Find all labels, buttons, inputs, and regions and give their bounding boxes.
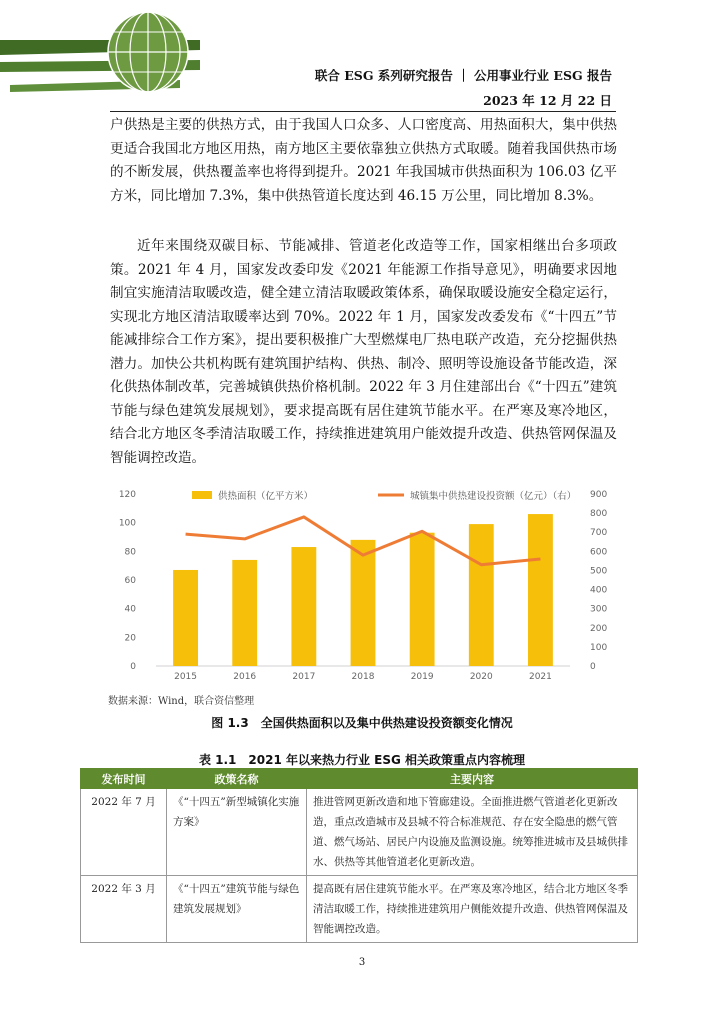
bar-heating-area (410, 533, 435, 666)
cell-policy-name: 《“十四五”新型城镇化实施方案》 (167, 789, 307, 876)
y2-tick-label: 800 (590, 509, 608, 520)
y2-tick-label: 300 (590, 604, 608, 615)
bar-heating-area (232, 560, 257, 666)
y2-tick-label: 700 (590, 528, 608, 539)
y-tick-label: 0 (130, 662, 136, 672)
table-row (81, 876, 638, 943)
header-date: 发布时间 (81, 769, 167, 789)
report-date: 2023 年 12 月 22 日 (483, 93, 612, 108)
report-series-title: 联合 ESG 系列研究报告 ｜ 公用事业行业 ESG 报告 (314, 68, 612, 83)
y2-tick-label: 200 (590, 623, 608, 634)
cell-date: 2022 年 3 月 (81, 876, 167, 943)
y2-tick-label: 0 (590, 662, 596, 672)
legend-label-bar: 供热面积（亿平方米） (218, 491, 314, 502)
y2-tick-label: 600 (590, 547, 608, 558)
table-header-row (81, 769, 638, 789)
y-tick-label: 120 (118, 490, 136, 500)
paragraph-text: 户供热是主要的供热方式，由于我国人口众多、人口密度高、用热面积大，集中供热更适合我国北方地区用热，南方地区主要依靠独立供热方式取暖。随着我国供热市场的不断发展，供热覆盖率也将得到提升。2021 年我国城市供热面积为 106.03 亿平方米，同比增加 7.3%，集中供热管道长度达到 46.15 万公里，同比增加 8.3%。 (110, 117, 617, 204)
figure-source: 数据来源：Wind，联合资信整理 (108, 696, 255, 707)
cell-main-content: 推进管网更新改造和地下管廊建设。全面推进燃气管道老化更新改造，重点改造城市及县城不符合标准规范、存在安全隐患的燃气管道、燃气场站、居民户内设施及监测设施。统筹推进城市及县城供排水、供热等其他管道老化更新改造。 (307, 789, 638, 876)
bar-heating-area (291, 547, 316, 666)
policy-table (80, 768, 638, 943)
x-tick-label: 2017 (292, 672, 316, 682)
legend-swatch-bar (192, 491, 212, 499)
y-tick-label: 40 (124, 604, 136, 615)
y-tick-label: 20 (124, 633, 136, 644)
bar-heating-area (469, 524, 494, 666)
legend-label-line: 城镇集中供热建设投资额（亿元）（右） (410, 491, 577, 502)
x-tick-label: 2021 (528, 672, 552, 682)
company-logo (0, 0, 200, 110)
x-tick-label: 2020 (469, 672, 493, 682)
bar-heating-area (173, 570, 198, 666)
y2-tick-label: 500 (590, 566, 608, 577)
x-tick-label: 2018 (351, 672, 375, 682)
y2-tick-label: 400 (590, 585, 608, 596)
bar-heating-area (351, 540, 376, 666)
cell-policy-name: 《“十四五”建筑节能与绿色建筑发展规划》 (167, 876, 307, 943)
x-tick-label: 2015 (174, 672, 198, 682)
header-policy-name: 政策名称 (167, 769, 307, 789)
figure-caption: 图 1.3 全国供热面积以及集中供热建设投资额变化情况 (211, 716, 513, 730)
table-row (81, 789, 638, 876)
y-tick-label: 80 (124, 547, 136, 558)
bar-heating-area (528, 514, 553, 666)
table-caption: 表 1.1 2021 年以来热力行业 ESG 相关政策重点内容梳理 (198, 753, 526, 767)
y-tick-label: 60 (124, 576, 136, 586)
page-number: 3 (358, 957, 366, 968)
y2-tick-label: 900 (590, 490, 608, 500)
paragraph-text: 近年来围绕双碳目标、节能减排、管道老化改造等工作，国家相继出台多项政策。2021 年 4 月，国家发改委印发《2021 年能源工作指导意见》，明确要求因地制宜实施清洁取暖改造，健全建立清洁取暖政策体系，确保取暖设施安全稳定运行，实现北方地区清洁取暖率达到 70%。2022 年 1 月，国家发改委发布《“十四五”节能减排综合工作方案》，提出要积极推广大型燃煤电厂热电联产改造，充分挖掘供热潜力。加快公共机构既有建筑围护结构、供热、制冷、照明等设施设备节能改造，深化供热体制改革，完善城镇供热价格机制。2022 年 3 月住建部出台《“十四五”建筑节能与绿色建筑发展规划》，要求提高既有居住建筑节能水平。在严寒及寒冷地区，结合北方地区冬季清洁取暖工作，持续推进建筑用户能效提升改造、供热管网保温及智能调控改造。 (110, 238, 617, 466)
header-main-content: 主要内容 (307, 769, 638, 789)
x-tick-label: 2019 (410, 672, 434, 682)
heating-area-investment-chart (108, 483, 620, 693)
header-divider (110, 111, 616, 112)
cell-date: 2022 年 7 月 (81, 789, 167, 876)
body-paragraph-1 (110, 114, 617, 208)
y2-tick-label: 100 (590, 642, 608, 653)
body-paragraph-2 (110, 235, 617, 470)
x-tick-label: 2016 (233, 672, 257, 682)
y-tick-label: 100 (118, 518, 136, 529)
cell-main-content: 提高既有居住建筑节能水平。在严寒及寒冷地区，结合北方地区冬季清洁取暖工作，持续推进建筑用户侧能效提升改造、供热管网保温及智能调控改造。 (307, 876, 638, 943)
